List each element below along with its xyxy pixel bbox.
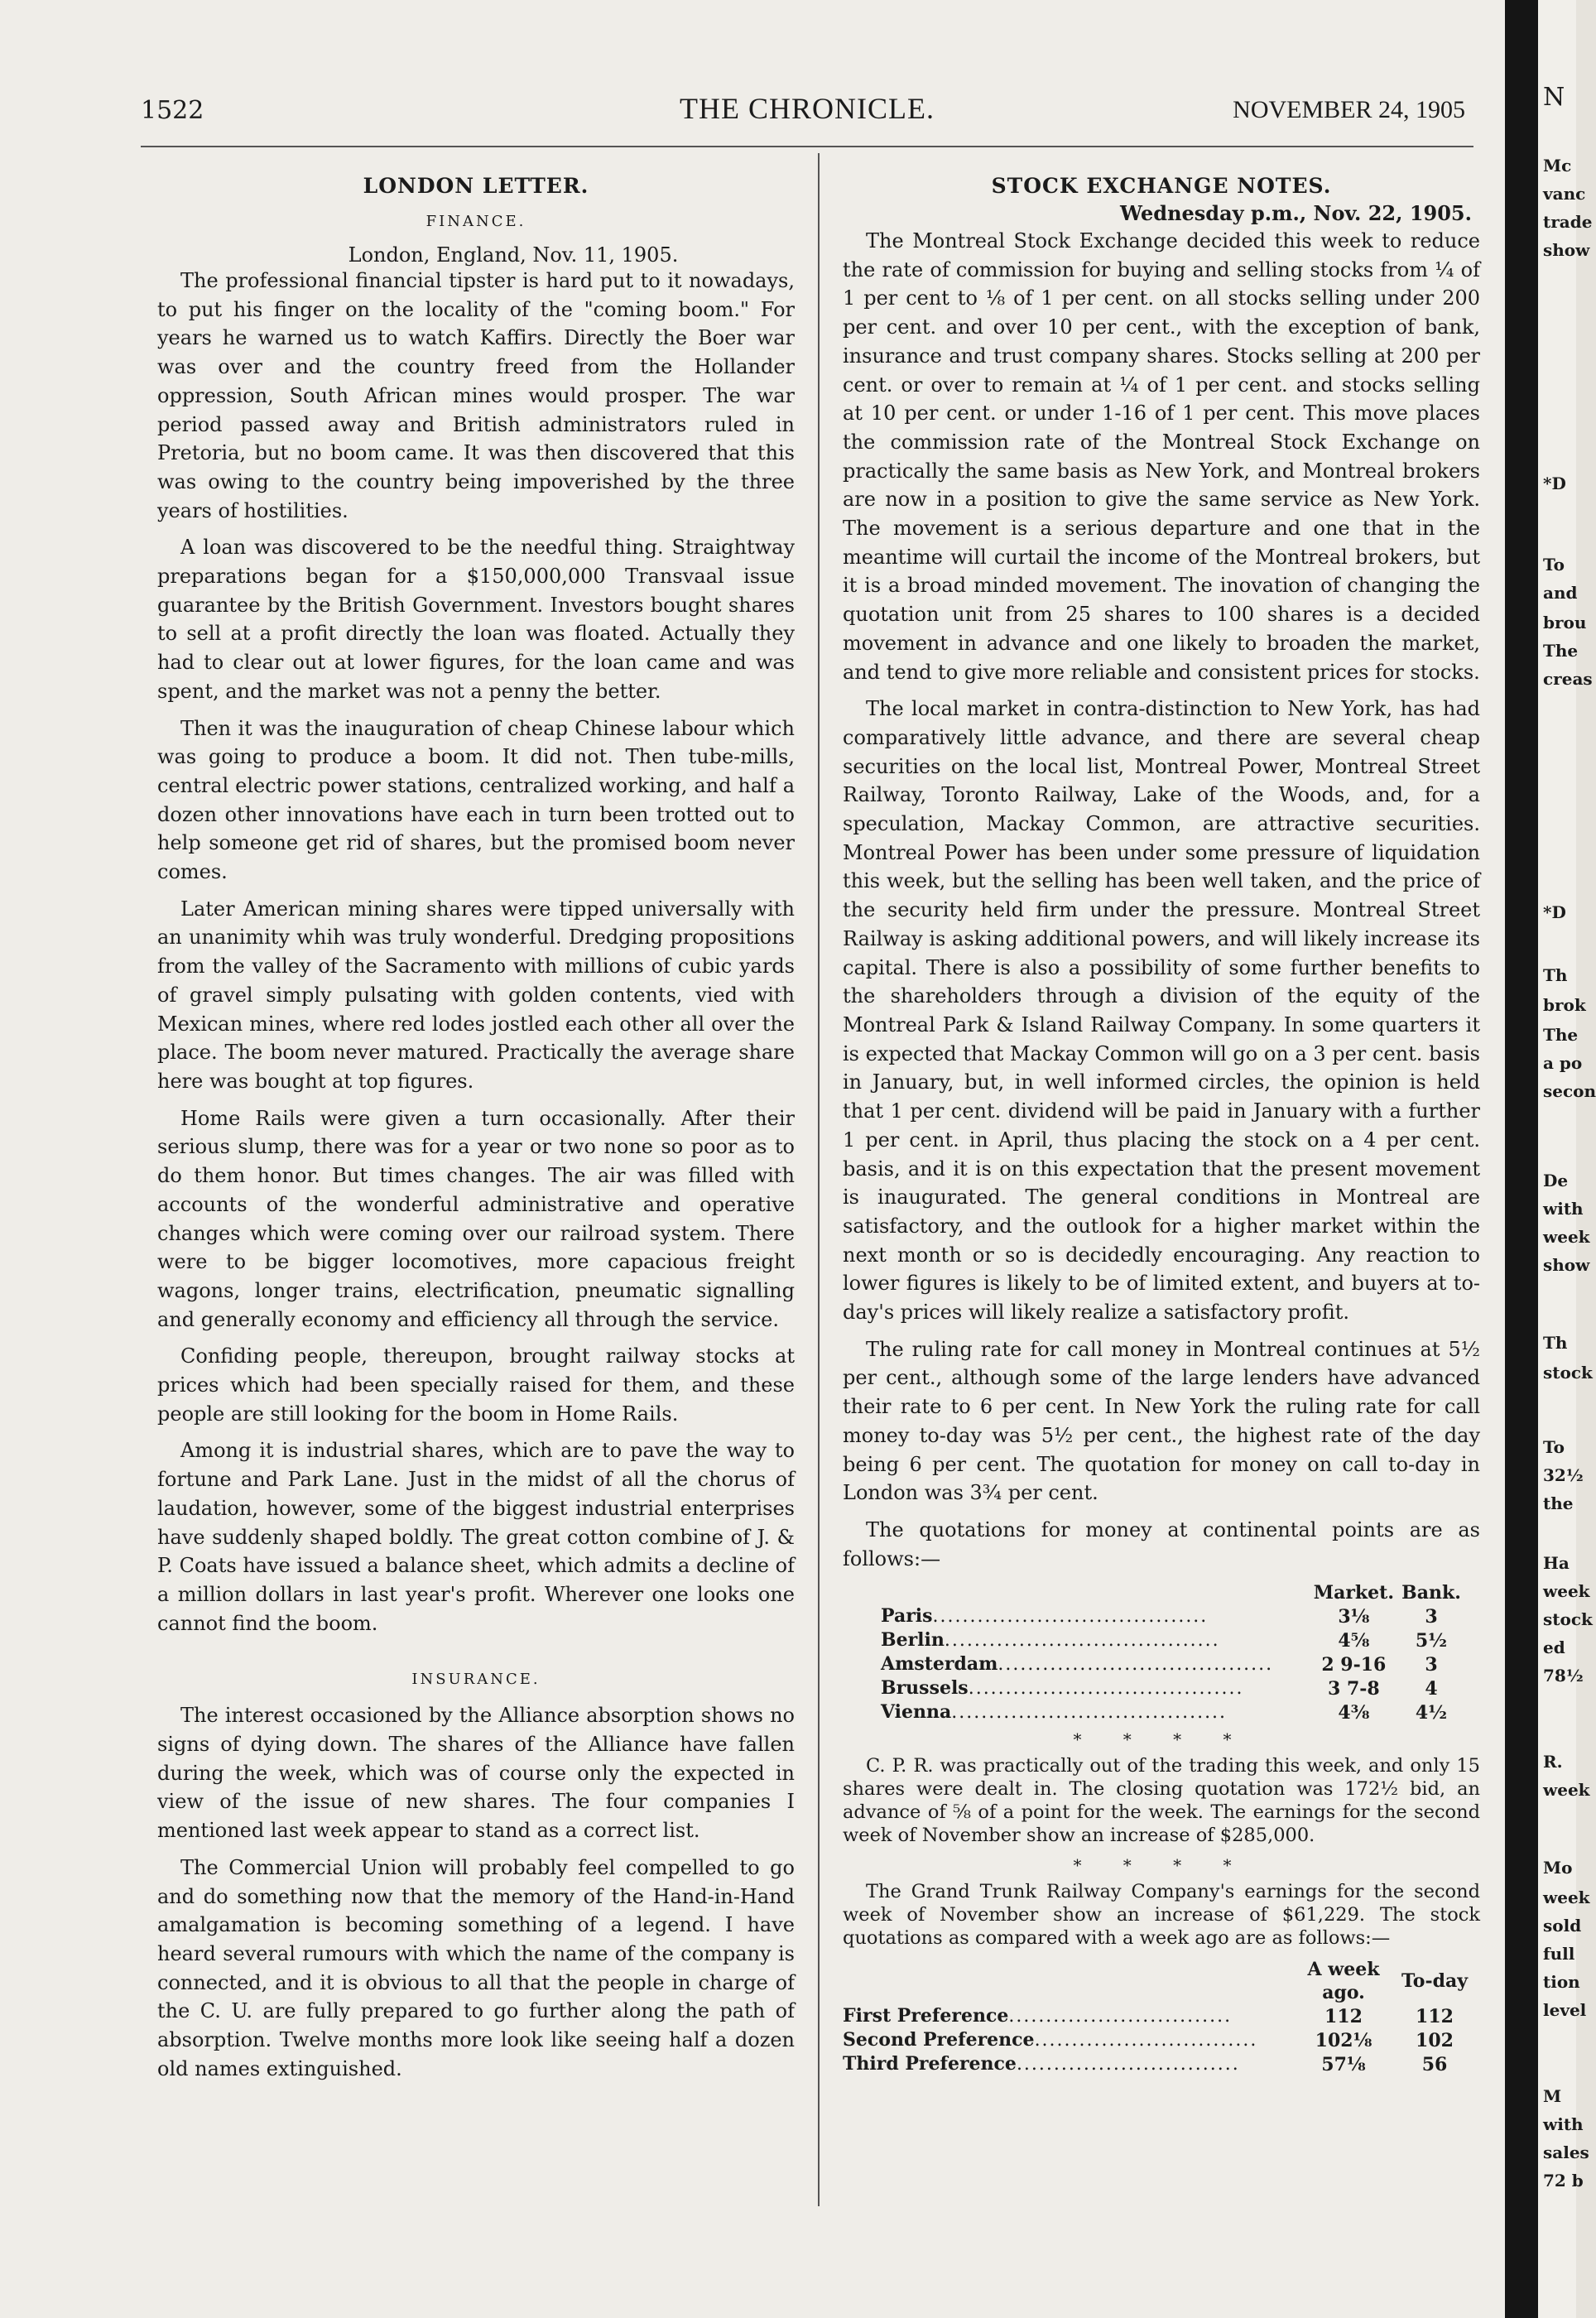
publication-title: THE CHRONICLE. [680,92,935,125]
stock-exchange-title: STOCK EXCHANGE NOTES. [991,174,1332,198]
next-page-fragment: Mo [1543,1858,1573,1878]
next-page-fragment: Mc [1543,156,1572,176]
next-page-fragment: 72 b [1543,2171,1584,2191]
bank-rate: 3 [1425,1653,1438,1676]
stock-name: First Preference [843,2005,1009,2027]
market-rate: 4⅝ [1338,1629,1370,1652]
next-page-fragment: The [1543,641,1579,661]
london-dateline: London, England, Nov. 11, 1905. [348,243,679,267]
market-rate: 3⅛ [1338,1605,1370,1628]
next-page-fragment: stock [1543,1363,1593,1383]
next-page-fragment: vanc [1543,184,1586,204]
table-row: Brussels..................................... 3 7-8 4 [881,1676,1469,1700]
next-page-fragment: week [1543,1581,1590,1601]
section-separator: * * * * [1073,1855,1250,1876]
finance-paragraph: A loan was discovered to be the needful thing. Straightway preparations began for a $150,000,000 Transvaal issue guarantee by the British Government. Investors bought shares to sell at a profit directly the loan was floated. Actually they had to clear out at lower figures, for the loan came and was spent, and the market was not a penny the better. [157,536,795,703]
next-page-fragment: *D [1543,902,1566,922]
next-page-fragment: N [1543,83,1565,112]
next-page-fragment: show [1543,240,1590,260]
cpr-paragraph: C. P. R. was practically out of the trading this week, and only 15 shares were dealt in. The closing quotation was 172½ bid, an advance of ⅝ of a point for the week. The earnings for the second week of November show an increase of $285,000. [843,1755,1480,1847]
next-page-fragment: brok [1543,995,1586,1015]
week-ago-price: 57⅛ [1321,2053,1366,2075]
next-page-fragment: week [1543,1780,1590,1800]
column-divider [818,153,820,2206]
week-ago-column-header: A week ago. [1307,1959,1380,2004]
next-page-fragment: ed [1543,1638,1565,1657]
today-price: 56 [1421,2053,1448,2075]
issue-date: NOVEMBER 24, 1905 [1233,96,1465,123]
table-row: Vienna..................................... 4⅜ 4½ [881,1700,1469,1724]
city-name: Paris [881,1605,933,1628]
next-page-fragment: and [1543,583,1578,603]
next-page-fragment: The [1543,1025,1579,1045]
today-price: 112 [1416,2005,1454,2027]
next-page-fragment: M [1543,2086,1562,2106]
finance-paragraph: Then it was the inauguration of cheap Chinese labour which was going to produce a boom. It did not. Then tube-mills, central electric power stations, centralized working, and half a dozen other innovations have each in turn been trotted out to help someone get rid of shares, but the promised boom never comes. [157,716,795,884]
next-page-fragment: sold [1543,1916,1582,1936]
next-page-fragment: trade [1543,212,1593,232]
stock-exchange-notes-column [843,174,1480,2076]
next-page-fragment: with [1543,1199,1584,1219]
insurance-paragraph: The Commercial Union will probably feel compelled to go and do something now that the memory of the Hand-in-Hand amalgamation is becoming something of a legend. I have heard several rumours with which the name of the company is connected, and it is obvious to all that the people in charge of the C. U. are fully prepared to go further along the path of absorption. Twelve months more look like seeing half a dozen old names extinguished. [157,1855,795,2080]
next-page-fragment: Ha [1543,1553,1570,1573]
finance-paragraph: Among it is industrial shares, which are to pave the way to fortune and Park Lane. Just in the midst of all the chorus of laudation, however, some of the biggest industrial enterprises have suddenly shaped boldly. The great cotton combine of J. & P. Coats have issued a balance sheet, which admits a decline of a million dollars in last year's profit. Wherever one looks one cannot find the boom. [157,1439,795,1635]
insurance-paragraph: The interest occasioned by the Alliance absorption shows no signs of dying down. The shares of the Alliance have fallen during the week, which was of course only the expected in view of the issue of new shares. The four companies I mentioned last week appear to stand as a correct list. [157,1704,795,1843]
next-page-edge [1538,0,1596,2318]
market-rate: 2 9-16 [1321,1653,1387,1676]
today-column-header: To-day [1401,1970,1469,1993]
page-header [141,91,1465,131]
next-page-fragment: week [1543,1227,1590,1247]
finance-paragraph: Confiding people, thereupon, brought railway stocks at prices which had been specially raised for them, and these people are still looking for the boom in Home Rails. [157,1344,795,1426]
next-page-fragment: Th [1543,965,1568,985]
finance-paragraph: The professional financial tipster is hard put to it nowadays, to put his finger on the locality of the "coming boom." For years he warned us to watch Kaffirs. Directly the Boer war was over and the country freed from the Hollander oppression, South African mines would prosper. The war period passed away and British administrators ruled in Pretoria, but no boom came. It was then discovered that this was owing to the country being impoverished by the three years of hostilities. [157,269,795,522]
next-page-fragment: with [1543,2114,1584,2134]
bank-rate: 3 [1425,1605,1438,1628]
next-page-fragment: *D [1543,474,1566,493]
stock-name: Second Preference [843,2029,1035,2051]
london-letter-title: LONDON LETTER. [363,174,589,198]
market-rate: 4⅜ [1338,1701,1370,1724]
notes-paragraph: The quotations for money at continental points are as follows:— [843,1517,1480,1570]
next-page-fragment: 32½ [1543,1465,1584,1485]
next-page-fragment: stock [1543,1609,1593,1629]
next-page-fragment: creas [1543,669,1593,689]
bank-rate: 4½ [1415,1701,1448,1724]
next-page-fragment: show [1543,1255,1590,1275]
next-page-fragment: week [1543,1888,1590,1907]
bank-rate: 4 [1425,1677,1438,1700]
bank-rate: 5½ [1415,1629,1448,1652]
insurance-heading: INSURANCE. [411,1671,541,1689]
finance-paragraph: Later American mining shares were tipped universally with an unanimity whih was truly wonderful. Dredging propositions from the valley of the Sacramento with millions of cubic yards of gravel simply pulsating with golden contents, vied with Mexican mines, where red lodes jostled each other all over the place. The boom never matured. Practically the average share here was bought at top figures. [157,897,795,1093]
city-name: Vienna [881,1701,952,1724]
grand-trunk-table [843,1958,1480,2076]
next-page-fragment: brou [1543,613,1587,632]
next-page-fragment: De [1543,1171,1569,1190]
week-ago-price: 112 [1324,2005,1363,2027]
money-rates-table [881,1581,1469,1724]
market-rate: 3 7-8 [1328,1677,1380,1700]
section-separator: * * * * [1073,1729,1250,1750]
next-page-fragment: R. [1543,1752,1563,1772]
week-ago-price: 102⅛ [1315,2029,1372,2051]
header-rule [141,146,1473,147]
next-page-fragment: sales [1543,2142,1589,2162]
notes-paragraph: The local market in contra-distinction to New York, has had comparatively little advance, and there are several cheap securities on the local list, Montreal Power, Montreal Street Railway, Toronto Railway, Lake of the Woods, and, for a speculation, Mackay Common, are attractive securities. Montreal Power has been under some pressure of liquidation this week, but the selling has been well taken, and the price of the security held firm under the pressure. Montreal Street Railway is asking additional powers, and will likely increase its capital. There is also a possibility of some further benefits to the shareholders through a division of the equity of the Montreal Park & Island Railway Company. In some quarters it is expected that Mackay Common will go on a 3 per cent. basis in January, but, in well informed circles, the opinion is held that 1 per cent. dividend will be paid in January with a further 1 per cent. in April, thus placing the stock on a 4 per cent. basis, and it is on this expectation that the present movement is inaugurated. The general conditions in Montreal are satisfactory, and the outlook for a higher market within the next month or so is decidedly encouraging. Any reaction to lower figures is likely to be of limited extent, and buyers at to-day's prices will likely realize a satisfactory profit. [843,697,1480,1325]
today-price: 102 [1416,2029,1454,2051]
stock-name: Third Preference [843,2053,1017,2075]
next-page-fragment: full [1543,1944,1575,1964]
page-number: 1522 [141,96,204,125]
next-page-fragment: tion [1543,1972,1580,1992]
table-row: Amsterdam..................................... 2 9-16 3 [881,1652,1469,1676]
next-page-fragment: Th [1543,1333,1568,1353]
next-page-fragment: secon [1543,1081,1596,1101]
stock-exchange-dateline: Wednesday p.m., Nov. 22, 1905. [1120,201,1472,225]
finance-paragraph: Home Rails were given a turn occasionally. After their serious slump, there was for a year or two none so poor as to do them honor. But times changes. The air was filled with accounts of the wonderful administrative and operative changes which were coming over our railroad system. There were to be bigger locomotives, more capacious freight wagons, longer trains, electrification, pneumatic signalling and generally economy and efficiency all through the service. [157,1106,795,1331]
table-row: Second Preference.............................. 102⅛ 102 [843,2028,1480,2052]
table-row: Berlin..................................... 4⅝ 5½ [881,1628,1469,1652]
table-row: Paris..................................... 3⅛ 3 [881,1604,1469,1628]
city-name: Berlin [881,1629,945,1652]
finance-heading: FINANCE. [425,213,526,230]
city-name: Amsterdam [881,1653,998,1676]
market-column-header: Market. [1313,1582,1394,1604]
binding-gutter [1505,0,1538,2318]
city-name: Brussels [881,1677,969,1700]
grand-trunk-paragraph: The Grand Trunk Railway Company's earnings for the second week of November show an increase of $61,229. The stock quotations as compared with a week ago are as follows:— [843,1881,1480,1950]
table-row: First Preference.............................. 112 112 [843,2004,1480,2028]
next-page-fragment: To [1543,1437,1565,1457]
next-page-fragment: the [1543,1493,1574,1513]
next-page-fragment: 78½ [1543,1666,1584,1686]
next-page-fragment: a po [1543,1053,1583,1073]
notes-paragraph: The Montreal Stock Exchange decided this week to reduce the rate of commission for buying and selling stocks from ¼ of 1 per cent to ⅛ of 1 per cent. on all stocks selling under 200 per cent. and over 10 per cent., with the exception of bank, insurance and trust company shares. Stocks selling at 200 per cent. or over to remain at ¼ of 1 per cent. and stocks selling at 10 per cent. or under 1-16 of 1 per cent. This move places the commission rate of the Montreal Stock Exchange on practically the same basis as New York, and Montreal brokers are now in a position to give the same service as New York. The movement is a serious departure and one that in the meantime will curtail the income of the Montreal brokers, but it is a broad minded movement. The inovation of changing the quotation unit from 25 shares to 100 shares is a decided movement in advance and one likely to broaden the market, and tend to give more reliable and consistent prices for stocks. [843,229,1480,684]
next-page-fragment: To [1543,555,1565,575]
london-letter-column [157,174,795,2091]
next-page-fragment: level [1543,2000,1587,2020]
table-row: Third Preference.............................. 57⅛ 56 [843,2052,1480,2076]
bank-column-header: Bank. [1401,1582,1461,1604]
notes-paragraph: The ruling rate for call money in Montreal continues at 5½ per cent., although some of the large lenders have advanced their rate to 6 per cent. In New York the ruling rate for call money to-day was 5½ per cent., the highest rate of the day being 6 per cent. The quotation for money on call to-day in London was 3¾ per cent. [843,1337,1480,1505]
